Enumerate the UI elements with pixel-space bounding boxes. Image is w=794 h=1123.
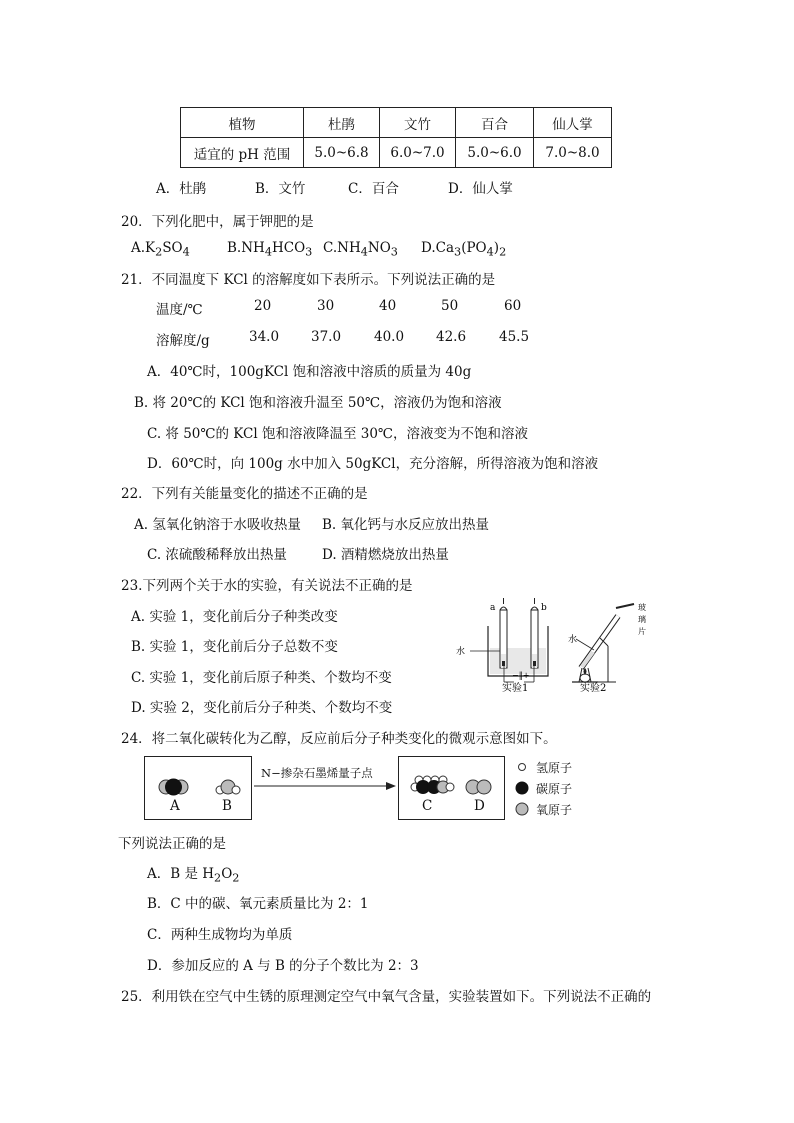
q21-option-a: A．40℃时，100gKCl 饱和溶液中溶质的质量为 40g — [147, 364, 472, 380]
legend-carbon: 碳原子 — [536, 782, 573, 796]
q24-option-c: C．两种生成物均为单质 — [147, 927, 293, 943]
q23-option-a: A. 实验 1，变化前后分子种类改变 — [131, 609, 338, 625]
temp-value: 50 — [441, 298, 459, 314]
q22-option-b: B. 氧化钙与水反应放出热量 — [322, 517, 490, 533]
q19-option-d: D．仙人掌 — [448, 181, 513, 197]
q22-option-c: C. 浓硫酸稀释放出热量 — [147, 547, 287, 563]
q20-option-b: $B.NH_4HCO_3$ — [227, 240, 313, 259]
product-molecules — [399, 757, 504, 819]
temp-value: 30 — [317, 298, 335, 314]
glass-plate-label-1: 玻 — [638, 603, 646, 612]
solubility-value: 42.6 — [436, 329, 467, 345]
q25-stem: 25．利用铁在空气中生锈的原理测定空气中氧气含量，实验装置如下。下列说法不正确的 — [121, 989, 652, 1005]
q20-stem: 20．下列化肥中，属于钾肥的是 — [121, 214, 314, 230]
experiment-1-caption: 实验1 — [502, 683, 529, 694]
temp-value: 40 — [379, 298, 397, 314]
solubility-value: 34.0 — [249, 329, 280, 345]
solubility-value: 37.0 — [311, 329, 342, 345]
q22-option-a: A. 氢氧化钠溶于水吸收热量 — [134, 517, 301, 533]
molecule-label-b: B — [222, 798, 232, 814]
table-cell: 5.0~6.8 — [304, 138, 380, 168]
molecule-label-a: A — [170, 798, 180, 814]
q21-stem: 21．不同温度下 KCl 的溶解度如下表所示。下列说法正确的是 — [121, 272, 496, 288]
q22-option-d: D. 酒精燃烧放出热量 — [322, 547, 449, 563]
table-cell: 5.0~6.0 — [456, 138, 534, 168]
solubility-label: 溶解度/g — [156, 333, 210, 349]
q21-option-d: D．60℃时，向 100g 水中加入 50gKCl，充分溶解，所得溶液为饱和溶液 — [147, 456, 599, 472]
reactants-box — [144, 756, 252, 820]
oxygen-atom-icon — [516, 803, 528, 815]
ph-table — [180, 107, 612, 168]
q21-option-b: B. 将 20℃的 KCl 饱和溶液升温至 50℃，溶液仍为饱和溶液 — [134, 395, 502, 411]
q23-option-b: B. 实验 1，变化前后分子总数不变 — [131, 639, 338, 655]
q24-stem: 24．将二氧化碳转化为乙醇，反应前后分子种类变化的微观示意图如下。 — [121, 731, 557, 747]
atom-legend-symbols — [512, 758, 532, 822]
water-experiments-figure — [448, 598, 660, 694]
hydrogen-atom-icon — [519, 764, 526, 771]
temp-value: 20 — [254, 298, 272, 314]
q23-stem: 23.下列两个关于水的实验，有关说法不正确的是 — [121, 578, 413, 594]
legend-hydrogen: 氢原子 — [536, 761, 573, 775]
catalyst-label: N−掺杂石墨烯量子点 — [261, 766, 373, 780]
water-label: 水 — [568, 635, 578, 645]
table-header: 文竹 — [380, 108, 456, 138]
q23-option-c: C. 实验 1，变化前后原子种类、个数均不变 — [131, 670, 392, 686]
q24-option-d: D．参加反应的 A 与 B 的分子个数比为 2：3 — [147, 958, 419, 974]
solubility-value: 40.0 — [374, 329, 405, 345]
q23-option-d: D. 实验 2，变化前后分子种类、个数均不变 — [131, 700, 393, 716]
glass-plate-label-2: 璃 — [638, 615, 646, 624]
table-row-label: 适宜的 pH 范围 — [181, 138, 304, 168]
q19-option-c: C．百合 — [348, 181, 399, 197]
q21-option-c: C. 将 50℃的 KCl 饱和溶液降温至 30℃，溶液变为不饱和溶液 — [147, 426, 529, 442]
table-header: 植物 — [181, 108, 304, 138]
temp-label: 温度/℃ — [156, 302, 203, 318]
table-header: 仙人掌 — [534, 108, 612, 138]
q20-option-a: $A.K_2SO_4$ — [131, 240, 190, 259]
q19-option-b: B．文竹 — [255, 181, 306, 197]
table-header: 杜鹃 — [304, 108, 380, 138]
q19-option-a: A．杜鹃 — [156, 181, 207, 197]
products-box — [398, 756, 505, 820]
carbon-atom-icon — [516, 782, 529, 795]
water-label: 水 — [456, 647, 466, 657]
tube-b-label: b — [541, 603, 547, 613]
tube-a-label: a — [490, 603, 496, 613]
electrolysis-apparatus — [456, 598, 548, 694]
legend-oxygen: 氧原子 — [536, 803, 573, 817]
distillation-apparatus — [568, 602, 646, 694]
q24-intro: 下列说法正确的是 — [118, 836, 226, 852]
solubility-value: 45.5 — [499, 329, 530, 345]
table-header: 百合 — [456, 108, 534, 138]
molecule-label-c: C — [422, 798, 433, 814]
molecule-label-d: D — [474, 798, 485, 814]
glass-plate-label-3: 片 — [638, 627, 646, 636]
q20-option-d: $D.Ca_3(PO_4)_2$ — [421, 240, 507, 259]
q22-stem: 22．下列有关能量变化的描述不正确的是 — [121, 486, 368, 502]
table-cell: 7.0~8.0 — [534, 138, 612, 168]
table-cell: 6.0~7.0 — [380, 138, 456, 168]
q24-option-a: A．B 是 $H_2O_2$ — [147, 866, 240, 885]
power-supply-symbol: −‖+ — [512, 671, 530, 680]
q20-option-c: $C.NH_4NO_3$ — [323, 240, 398, 259]
experiment-2-caption: 实验2 — [580, 683, 607, 694]
temp-value: 60 — [504, 298, 522, 314]
reactant-molecules — [145, 757, 251, 819]
q24-option-b: B．C 中的碳、氧元素质量比为 2：1 — [147, 896, 369, 912]
